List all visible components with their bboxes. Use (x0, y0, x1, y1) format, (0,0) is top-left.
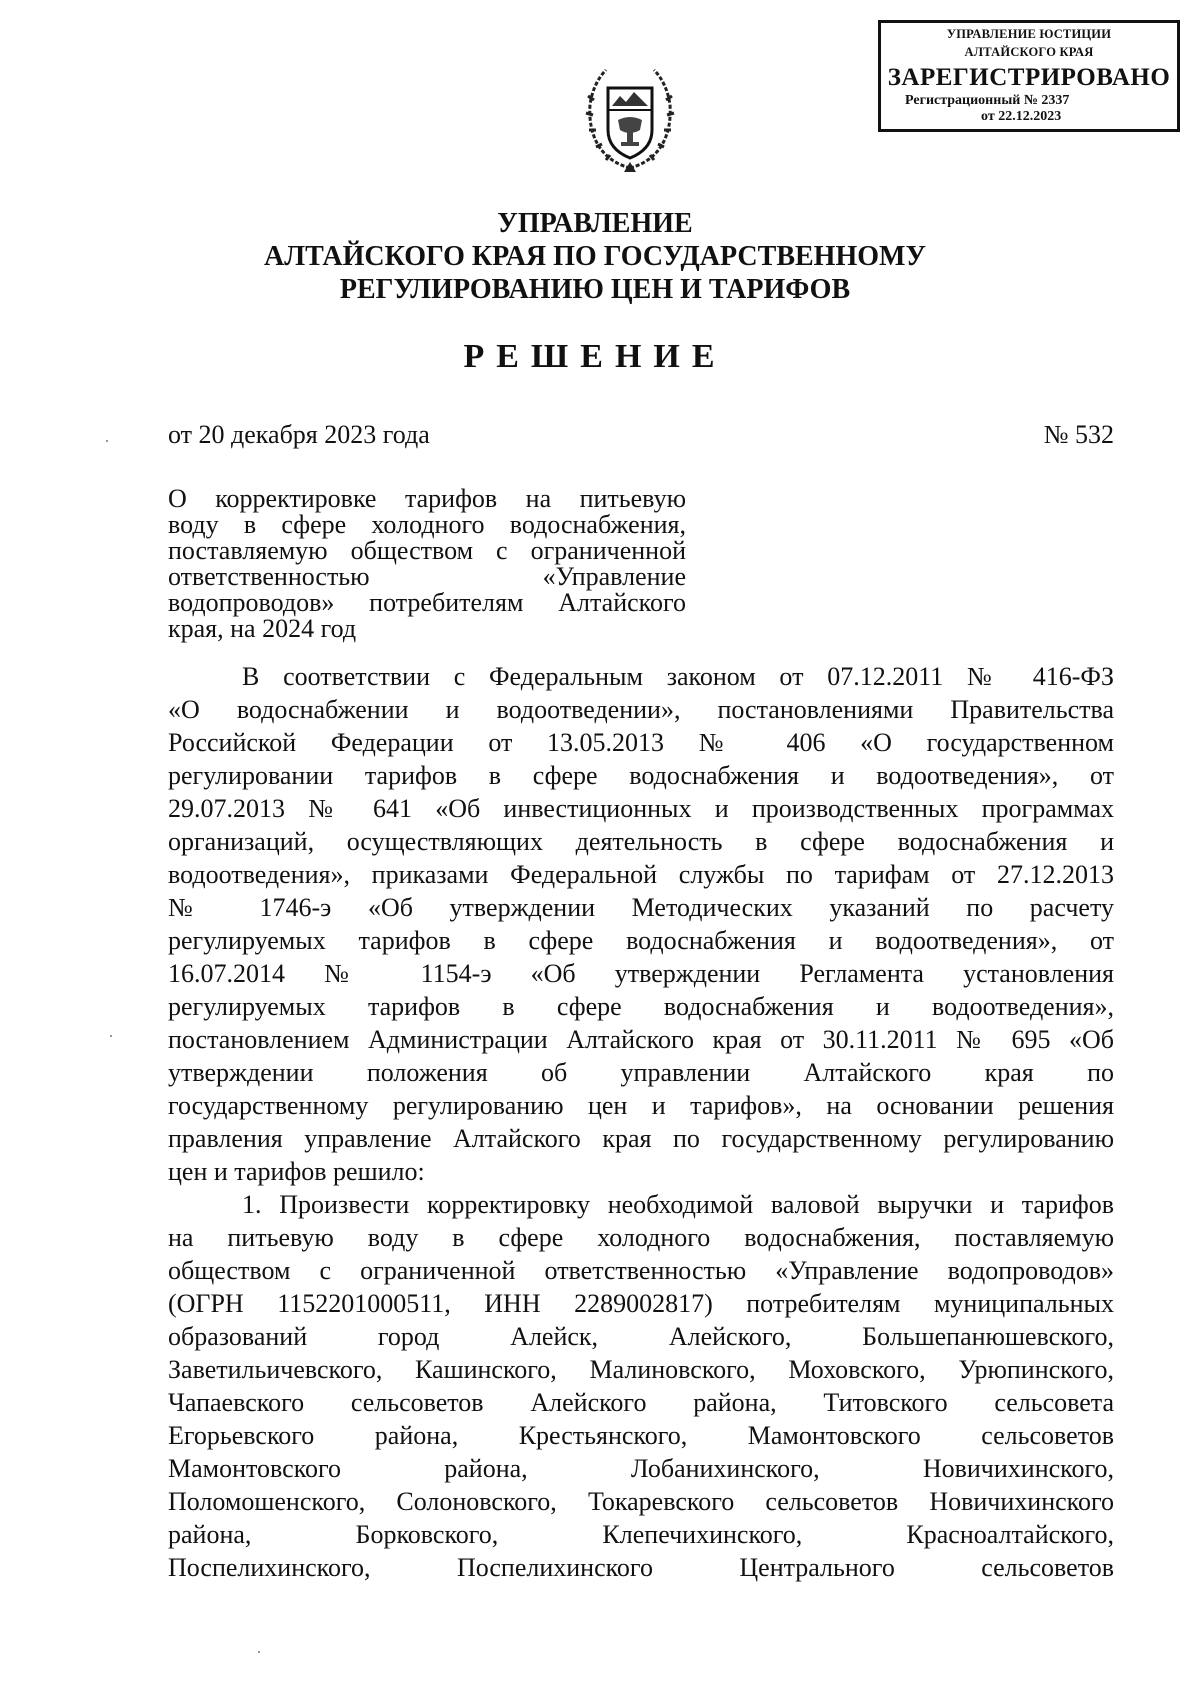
body-line: Поспелихинского, Поспелихинского Центрального сельсоветов (168, 1553, 1114, 1582)
body-line: регулируемых тарифов в сфере водоснабжения и водоотведения», от (168, 926, 1114, 955)
body-line: Егорьевского района, Крестьянского, Мамонтовского сельсоветов (168, 1421, 1114, 1450)
body-line: Чапаевского сельсоветов Алейского района, Титовского сельсовета (168, 1388, 1114, 1417)
body-line: цен и тарифов решило: (168, 1157, 425, 1186)
body-line: правления управление Алтайского края по государственному регулированию (168, 1124, 1114, 1153)
body-line: обществом с ограниченной ответственностью «Управление водопроводов» (168, 1256, 1114, 1285)
coat-of-arms-icon (580, 60, 680, 178)
body-line: «О водоснабжении и водоотведении», постановлениями Правительства (168, 695, 1114, 724)
body-line: Российской Федерации от 13.05.2013 № 406 «О государственном (168, 728, 1114, 757)
body-line: утверждении положения об управлении Алтайского края по (168, 1058, 1114, 1087)
body-line: 29.07.2013 № 641 «Об инвестиционных и производственных программах (168, 794, 1114, 823)
body-line: на питьевую воду в сфере холодного водоснабжения, поставляемую (168, 1223, 1114, 1252)
body-line: регулируемых тарифов в сфере водоснабжения и водоотведения», (168, 992, 1114, 1021)
document-date: от 20 декабря 2023 года (168, 420, 430, 449)
body-line: государственному регулированию цен и тарифов», на основании решения (168, 1091, 1114, 1120)
heading-line: РЕГУЛИРОВАНИЮ ЦЕН И ТАРИФОВ (339, 274, 851, 305)
stamp-reg-number: Регистрационный № 2337 (905, 93, 1070, 108)
authority-heading (0, 207, 1190, 306)
body-line: регулировании тарифов в сфере водоснабжения и водоотведения», от (168, 761, 1114, 790)
stamp-authority-line1: УПРАВЛЕНИЕ ЮСТИЦИИ (946, 27, 1112, 41)
body-line: постановлением Администрации Алтайского края от 30.11.2011 № 695 «Об (168, 1025, 1114, 1054)
subject-line: водопроводов» потребителям Алтайского (168, 588, 686, 617)
body-line: 16.07.2014 № 1154-э «Об утверждении Регламента установления (168, 959, 1114, 988)
stamp-status: ЗАРЕГИСТРИРОВАНО (887, 64, 1171, 91)
stamp-authority-line2: АЛТАЙСКОГО КРАЯ (964, 45, 1094, 59)
body-line: организаций, осуществляющих деятельность в сфере водоснабжения и (168, 827, 1114, 856)
body-line: В соответствии с Федеральным законом от 07.12.2011 № 416-ФЗ (242, 662, 1114, 691)
body-line: Заветильичевского, Кашинского, Малиновского, Моховского, Урюпинского, (168, 1355, 1114, 1384)
stamp-reg-date: от 22.12.2023 (981, 109, 1062, 124)
heading-line: АЛТАЙСКОГО КРАЯ ПО ГОСУДАРСТВЕННОМУ (264, 241, 926, 272)
body-line: № 1746-э «Об утверждении Методических указаний по расчету (168, 893, 1114, 922)
body-line: образований город Алейск, Алейского, Большепанюшевского, (168, 1322, 1114, 1351)
body-line: 1. Произвести корректировку необходимой валовой выручки и тарифов (242, 1190, 1114, 1219)
document-number: № 532 (1043, 420, 1114, 449)
subject-line: О корректировке тарифов на питьевую (168, 484, 686, 513)
scan-speck (110, 1035, 112, 1037)
registration-stamp (878, 20, 1180, 132)
body-line: района, Борковского, Клепечихинского, Красноалтайского, (168, 1520, 1114, 1549)
subject-line: поставляемую обществом с ограниченной (168, 536, 686, 565)
document-subject (168, 486, 686, 642)
document-type: РЕШЕНИЕ (463, 338, 727, 375)
body-line: (ОГРН 1152201000511, ИНН 2289002817) потребителям муниципальных (168, 1289, 1114, 1318)
subject-line: ответственностью «Управление (168, 562, 686, 591)
document-body (168, 660, 1114, 1584)
scan-speck (106, 440, 108, 442)
body-line: водоотведения», приказами Федеральной службы по тарифам от 27.12.2013 (168, 860, 1114, 889)
body-line: Поломошенского, Солоновского, Токаревского сельсоветов Новичихинского (168, 1487, 1114, 1516)
subject-line: воду в сфере холодного водоснабжения, (168, 510, 686, 539)
scan-speck (258, 1651, 260, 1653)
body-line: Мамонтовского района, Лобанихинского, Новичихинского, (168, 1454, 1114, 1483)
subject-line: края, на 2024 год (168, 614, 357, 643)
heading-line: УПРАВЛЕНИЕ (497, 208, 693, 239)
